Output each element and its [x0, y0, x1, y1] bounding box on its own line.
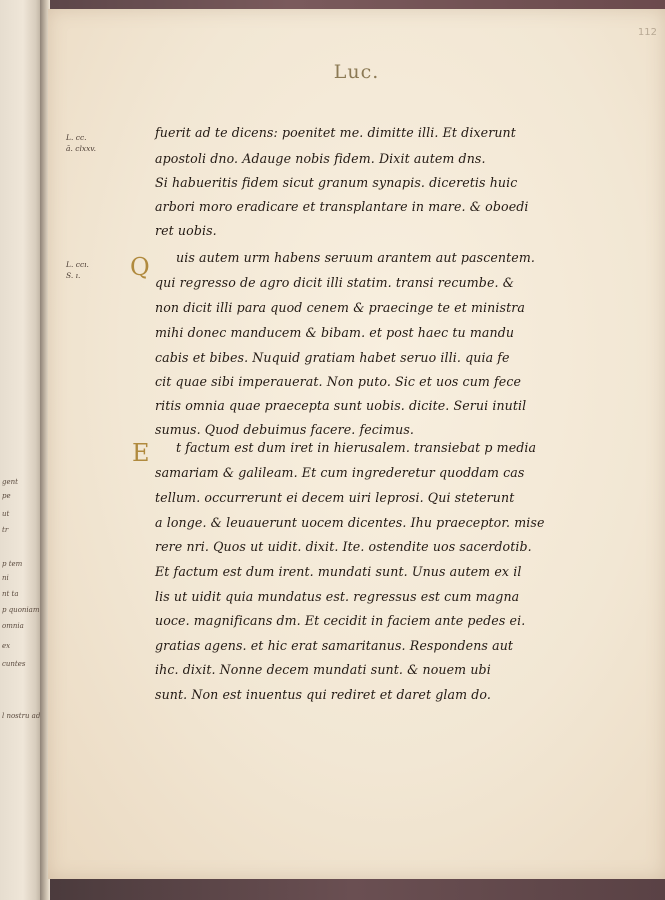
text-line: qui regresso de agro dicit illi statim. transi recumbe. &	[155, 275, 515, 290]
left-page-fragment: omnia	[2, 622, 24, 630]
left-page	[0, 0, 42, 900]
text-line: tellum. occurrerunt ei decem uiri leprosi. Qui steterunt	[155, 490, 515, 505]
text-line: apostoli dno. Adauge nobis fidem. Dixit autem dns.	[155, 151, 486, 166]
binding-bottom	[40, 878, 665, 900]
left-page-fragment: tr	[2, 526, 9, 534]
text-line: ritis omnia quae praecepta sunt uobis. dicite. Serui inutil	[155, 398, 527, 413]
text-line: cit quae sibi imperauerat. Non puto. Sic et uos cum fece	[155, 374, 522, 389]
initial-q: Q	[130, 253, 150, 281]
text-line: ret uobis.	[155, 223, 217, 238]
text-line: sumus. Quod debuimus facere. fecimus.	[155, 422, 414, 437]
text-line: non dicit illi para quod cenem & praecinge te et ministra	[155, 300, 525, 315]
left-page-fragment: p quoniam	[2, 606, 40, 614]
text-line: sunt. Non est inuentus qui rediret et daret glam do.	[155, 687, 491, 702]
initial-e: E	[132, 439, 150, 467]
text-line: a longe. & leuauerunt uocem dicentes. Ihu praeceptor. mise	[155, 515, 545, 530]
running-head: Luc.	[333, 61, 380, 83]
text-line: uis autem urm habens seruum arantem aut pascentem.	[176, 250, 535, 265]
text-line: lis ut uidit quia mundatus est. regressus est cum magna	[155, 589, 520, 604]
left-page-fragment: p tem	[2, 560, 23, 568]
text-line: cabis et bibes. Nuquid gratiam habet seruo illi. quia fe	[155, 350, 510, 365]
text-line: samariam & galileam. Et cum ingrederetur quoddam cas	[155, 465, 525, 480]
text-line: gratias agens. et hic erat samaritanus. Respondens aut	[155, 638, 514, 653]
folio-number: 112	[637, 27, 657, 38]
text-line: uoce. magnificans dm. Et cecidit in faciem ante pedes ei.	[155, 613, 526, 628]
margin-note: L. ccı. S. ı.	[66, 260, 89, 280]
left-page-fragment: ex	[2, 642, 11, 650]
text-line: rere nri. Quos ut uidit. dixit. Ite. ostendite uos sacerdotib.	[155, 539, 532, 554]
text-line: fuerit ad te dicens: poenitet me. dimitte illi. Et dixerunt	[155, 125, 516, 140]
text-line: Si habueritis fidem sicut granum synapis. diceretis huic	[155, 175, 518, 190]
text-line: t factum est dum iret in hierusalem. transiebat p media	[176, 440, 537, 455]
left-page-fragment: nt ta	[2, 590, 19, 598]
left-page-fragment: ni	[2, 574, 9, 582]
left-page-fragment: pe	[2, 492, 11, 500]
left-page-fragment: ut	[2, 510, 10, 518]
margin-note: L. cc. ā. clxxv.	[66, 133, 97, 153]
left-page-fragment: gent	[2, 478, 18, 486]
manuscript-folio	[48, 9, 665, 879]
left-page-fragment: l nostru ad	[2, 712, 41, 720]
left-page-fragment: cuntes	[2, 660, 26, 668]
text-line: ihc. dixit. Nonne decem mundati sunt. & nouem ubi	[155, 662, 491, 677]
text-line: mihi donec manducem & bibam. et post haec tu mandu	[155, 325, 515, 340]
text-line: arbori moro eradicare et transplantare in mare. & oboedi	[155, 199, 529, 214]
text-line: Et factum est dum irent. mundati sunt. Unus autem ex il	[155, 564, 522, 579]
